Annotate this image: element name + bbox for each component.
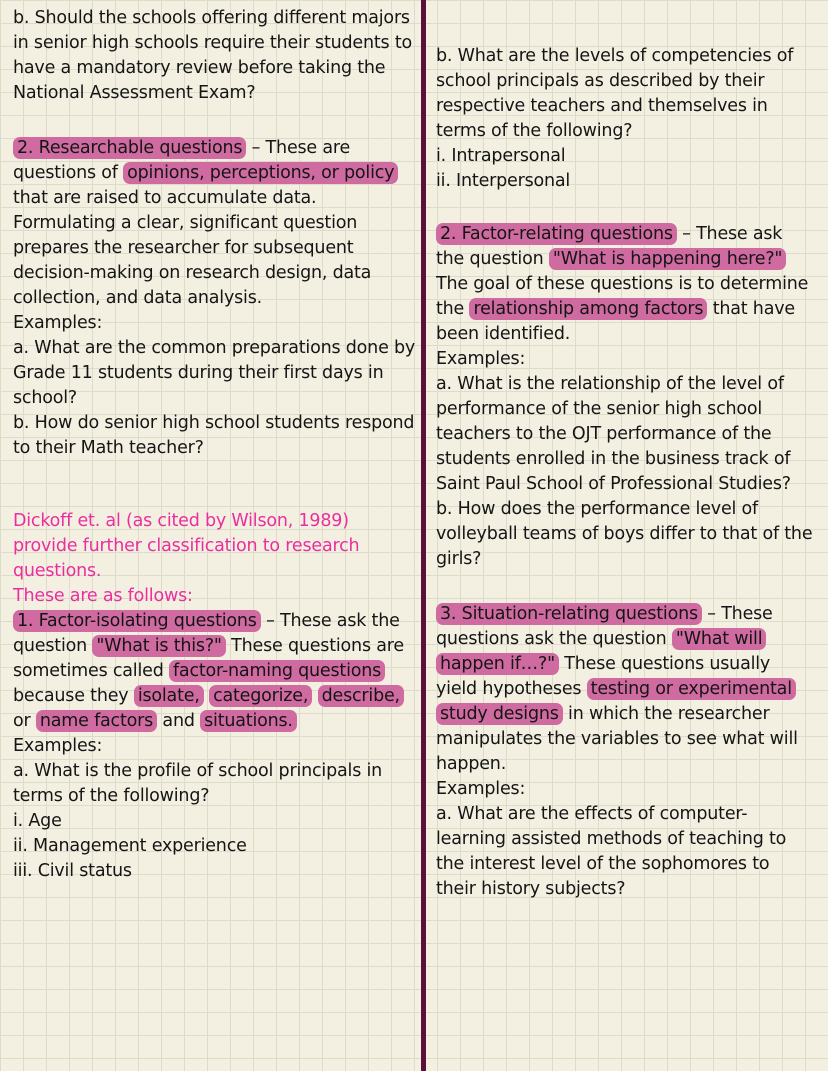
text-segment: b. What are the levels of competencies of school principals as described by their respective teachers and themselves in terms of the following? xyxy=(436,46,794,141)
text-segment: Examples: xyxy=(13,313,103,333)
column-divider xyxy=(421,0,426,1071)
highlighted-text: 2. Researchable questions xyxy=(13,137,246,159)
note-paragraph xyxy=(13,136,416,311)
text-segment: b. How do senior high school students respond to their Math teacher? xyxy=(13,413,415,458)
accent-text: These are as follows: xyxy=(13,586,193,606)
note-paragraph xyxy=(13,809,416,834)
text-segment: a. What is the profile of school principals in terms of the following? xyxy=(13,761,383,806)
note-paragraph xyxy=(13,6,416,106)
text-segment: that are raised to accumulate data. Formulating a clear, significant question prepares the researcher for subsequent decision-making on research design, data collection, and data analysis. xyxy=(13,188,372,308)
text-segment: or xyxy=(13,711,36,731)
highlighted-text: relationship among factors xyxy=(469,298,707,320)
paragraph-gap xyxy=(436,194,814,222)
note-paragraph xyxy=(436,44,814,144)
text-segment: and xyxy=(157,711,201,731)
note-paragraph xyxy=(436,802,814,902)
text-segment: that have been identified. xyxy=(436,299,795,344)
paragraph-gap xyxy=(13,461,416,509)
text-segment: – These are questions of xyxy=(13,138,351,183)
highlighted-text: "What is this?" xyxy=(92,635,225,657)
highlighted-text: opinions, perceptions, or policy xyxy=(123,162,398,184)
note-paragraph xyxy=(13,759,416,809)
highlighted-text: 1. Factor-isolating questions xyxy=(13,610,261,632)
text-segment: iii. Civil status xyxy=(13,861,132,881)
text-segment: a. What is the relationship of the level of performance of the senior high school teachers to the OJT performance of the students enrolled in the business track of Saint Paul School of Professional Studies? xyxy=(436,374,791,494)
text-segment: The goal of these questions is to determine the xyxy=(436,274,809,319)
highlighted-text: describe, xyxy=(318,685,404,707)
text-segment: ii. Management experience xyxy=(13,836,247,856)
text-segment: These questions usually yield hypotheses xyxy=(436,654,771,699)
paragraph-gap xyxy=(13,106,416,136)
text-segment: because they xyxy=(13,686,134,706)
note-paragraph xyxy=(13,859,416,884)
highlighted-text: 3. Situation-relating questions xyxy=(436,603,702,625)
text-segment: b. How does the performance level of volleyball teams of boys differ to that of the girls? xyxy=(436,499,813,569)
text-segment: b. Should the schools offering different majors in senior high schools require their students to have a mandatory review before taking the National Assessment Exam? xyxy=(13,8,412,103)
note-paragraph xyxy=(436,777,814,802)
note-paragraph xyxy=(436,347,814,372)
note-paragraph xyxy=(13,609,416,734)
text-segment: a. What are the effects of computer-learning assisted methods of teaching to the interest level of the sophomores to their history subjects? xyxy=(436,804,787,899)
note-paragraph xyxy=(13,834,416,859)
text-segment: – These ask the question xyxy=(13,611,400,656)
note-paragraph xyxy=(436,222,814,347)
highlighted-text: 2. Factor-relating questions xyxy=(436,223,677,245)
note-paragraph xyxy=(436,372,814,497)
text-segment: i. Intrapersonal xyxy=(436,146,566,166)
note-paragraph xyxy=(436,169,814,194)
highlighted-text: factor-naming questions xyxy=(169,660,385,682)
note-paragraph xyxy=(13,584,416,609)
note-paragraph xyxy=(13,336,416,411)
highlighted-text: isolate, xyxy=(134,685,204,707)
note-paragraph xyxy=(13,311,416,336)
text-segment: a. What are the common preparations done by Grade 11 students during their first days in school? xyxy=(13,338,416,408)
text-segment: in which the researcher manipulates the variables to see what will happen. xyxy=(436,704,798,774)
highlighted-text: "What is happening here?" xyxy=(549,248,786,270)
note-paragraph xyxy=(436,144,814,169)
highlighted-text: "What will happen if…?" xyxy=(436,628,766,675)
right-notes-column xyxy=(436,44,814,902)
text-segment: i. Age xyxy=(13,811,62,831)
note-paragraph xyxy=(436,602,814,777)
text-segment: – These ask the question xyxy=(436,224,783,269)
text-segment: – These questions ask the question xyxy=(436,604,773,649)
highlighted-text: testing or experimental study designs xyxy=(436,678,796,725)
text-segment: ii. Interpersonal xyxy=(436,171,571,191)
text-segment xyxy=(312,686,317,706)
note-paragraph xyxy=(13,509,416,584)
left-notes-column xyxy=(13,6,416,884)
text-segment: Examples: xyxy=(436,779,526,799)
highlighted-text: name factors xyxy=(36,710,157,732)
highlighted-text: categorize, xyxy=(209,685,312,707)
note-paragraph xyxy=(13,734,416,759)
note-paragraph xyxy=(436,497,814,572)
note-paragraph xyxy=(13,411,416,461)
paragraph-gap xyxy=(436,572,814,602)
accent-text: Dickoff et. al (as cited by Wilson, 1989) provide further classification to research questions. xyxy=(13,511,360,581)
text-segment: These questions are sometimes called xyxy=(13,636,404,681)
text-segment: Examples: xyxy=(13,736,103,756)
highlighted-text: situations. xyxy=(200,710,297,732)
text-segment: Examples: xyxy=(436,349,526,369)
